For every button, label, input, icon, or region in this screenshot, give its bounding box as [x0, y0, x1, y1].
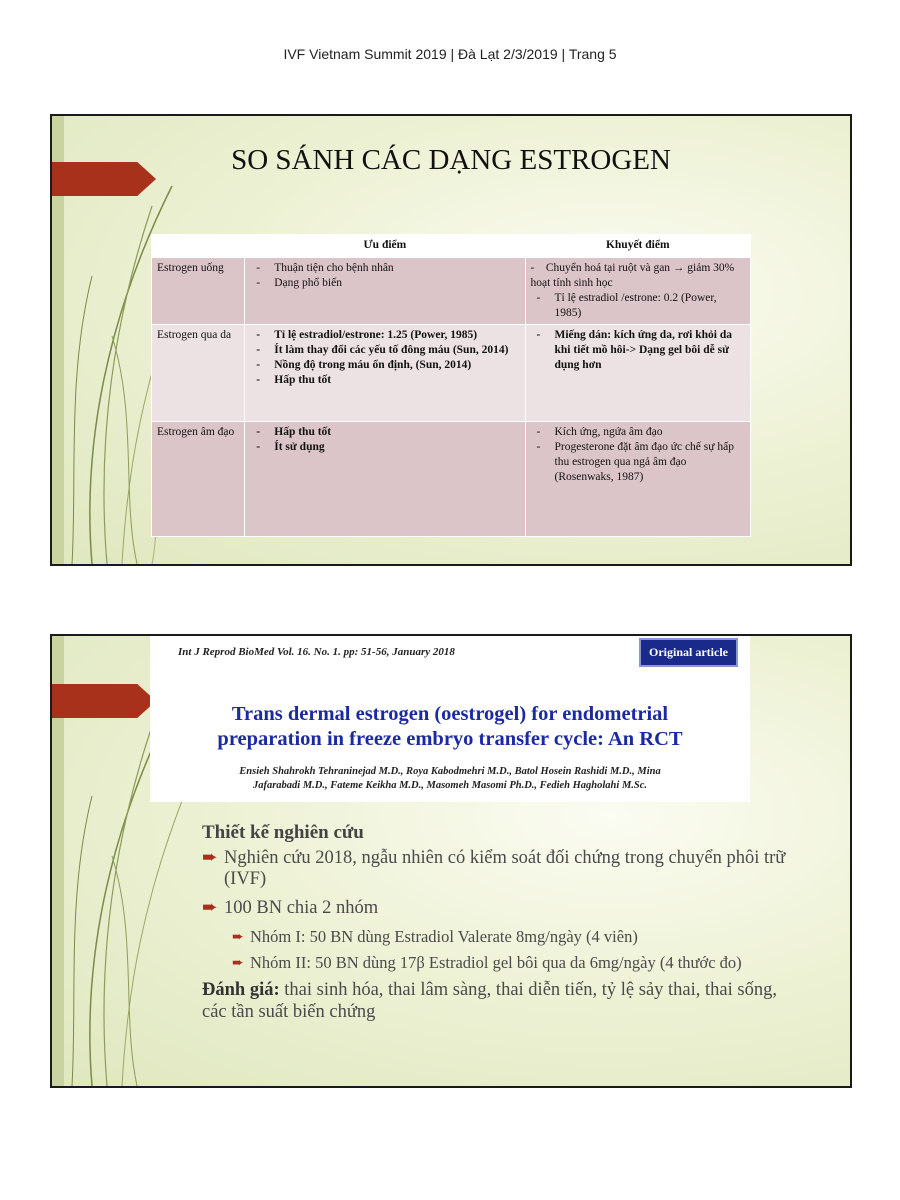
list-item: - Hấp thu tốt [250, 373, 519, 388]
bullet-text: Nhóm I: 50 BN dùng Estradiol Valerate 8mg/ngày (4 viên) [250, 927, 638, 946]
list-item: - Kích ứng, ngứa âm đạo [531, 425, 746, 440]
list-item: - Hấp thu tốt [250, 425, 519, 440]
table-row [152, 258, 751, 325]
paper-title-line: preparation in freeze embryo transfer cycle: An RCT [217, 728, 683, 750]
original-article-badge: Original article [639, 638, 738, 667]
list-item: - Dạng phổ biến [250, 276, 519, 291]
pointing-hand-icon: ➨ [202, 898, 218, 918]
table-row [152, 422, 751, 537]
bullet-item [202, 898, 792, 919]
list-item: - Ít sử dụng [250, 440, 519, 455]
section-heading: Thiết kế nghiên cứu [202, 822, 364, 843]
table-header-blank [152, 235, 245, 258]
list-item: - Miếng dán: kích ứng da, rơi khỏi da khi tiết mồ hôi-> Dạng gel bôi dễ sử dụng hơn [531, 328, 746, 373]
paper-title-line: Trans dermal estrogen (oestrogel) for endometrial [231, 703, 669, 725]
study-design-body [202, 822, 792, 1023]
bullet-text: Nghiên cứu 2018, ngẫu nhiên có kiểm soát đối chứng trong chuyển phôi trữ (IVF) [224, 848, 786, 889]
row-label: Estrogen qua da [152, 325, 245, 422]
pros-cell [245, 325, 525, 422]
evaluation-content: thai sinh hóa, thai lâm sàng, thai diễn tiến, tỷ lệ sảy thai, thai sống, các tần suất biến chứng [202, 980, 777, 1022]
slide-title: SO SÁNH CÁC DẠNG ESTROGEN [231, 144, 671, 176]
pros-cell [245, 422, 525, 537]
paper-title [150, 702, 750, 752]
list-item: - Tỉ lệ estradiol /estrone: 0.2 (Power, 1985) [531, 291, 746, 321]
journal-citation: Int J Reprod BioMed Vol. 16. No. 1. pp: 51-56, January 2018 [178, 646, 455, 658]
bullet-text: Nhóm II: 50 BN dùng 17β Estradiol gel bôi qua da 6mg/ngày (4 thước đo) [250, 953, 742, 972]
list-item: - Nồng độ trong máu ổn định, (Sun, 2014) [250, 358, 519, 373]
list-item: - Tỉ lệ estradiol/estrone: 1.25 (Power, 1985) [250, 328, 519, 343]
table-header-cons: Khuyết điểm [525, 235, 751, 258]
list-item: - Thuận tiện cho bệnh nhân [250, 261, 519, 276]
table-row [152, 325, 751, 422]
row-label: Estrogen âm đạo [152, 422, 245, 537]
pros-cell [245, 258, 525, 325]
row-label: Estrogen uống [152, 258, 245, 325]
authors-line: Ensieh Shahrokh Tehraninejad M.D., Roya Kabodmehri M.D., Batol Hosein Rashidi M.D., Mina [239, 766, 661, 777]
paper-authors [150, 765, 750, 793]
cons-cell [525, 422, 751, 537]
sub-bullet-item [232, 953, 792, 973]
accent-arrow-tab [52, 684, 156, 718]
slide-estrogen-comparison [50, 114, 852, 566]
bullet-text: 100 BN chia 2 nhóm [224, 898, 379, 918]
evaluation-label: Đánh giá: [202, 980, 280, 1000]
bullet-item [202, 848, 792, 890]
list-item: - Chuyển hoá tại ruột và gan → giảm 30% hoạt tính sinh học [530, 262, 738, 289]
cons-cell [525, 325, 751, 422]
table-header-pros: Ưu điểm [245, 235, 525, 258]
slide-rct-study [50, 634, 852, 1088]
estrogen-comparison-table [151, 234, 751, 537]
cons-cell [525, 258, 751, 325]
paper-header-image [150, 636, 750, 802]
authors-line: Jafarabadi M.D., Fateme Keikha M.D., Masomeh Masomi Ph.D., Fedieh Hagholahi M.Sc. [252, 780, 648, 791]
page-header: IVF Vietnam Summit 2019 | Đà Lạt 2/3/2019 | Trang 5 [283, 46, 617, 62]
evaluation-text [202, 979, 792, 1023]
list-item: - Ít làm thay đổi các yếu tố đông máu (Sun, 2014) [250, 343, 519, 358]
pointing-hand-icon: ➨ [232, 956, 244, 971]
pointing-hand-icon: ➨ [232, 930, 244, 945]
list-item: - Progesterone đặt âm đạo ức chế sự hấp thu estrogen qua ngả âm đạo (Rosenwaks, 1987) [531, 440, 746, 485]
pointing-hand-icon: ➨ [202, 848, 218, 868]
sub-bullet-item [232, 927, 792, 947]
